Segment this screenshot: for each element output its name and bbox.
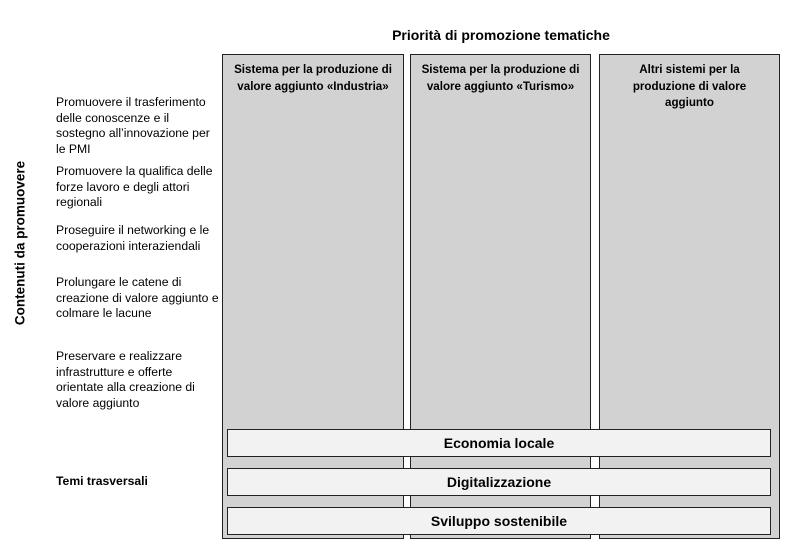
side-axis-title-text: Contenuti da promuovere	[12, 160, 28, 326]
row-label-value-chains: Prolungare le catene di creazione di valore aggiunto e colmare le lacune	[56, 275, 219, 320]
band-sviluppo-sostenibile: Sviluppo sostenibile	[227, 507, 771, 535]
column-header-turismo: Sistema per la produzione di valore aggiunto «Turismo»	[421, 63, 580, 93]
column-turismo	[410, 54, 591, 539]
cross-cutting-label: Temi trasversali	[56, 474, 148, 488]
column-industria	[222, 54, 404, 539]
column-header-altri-sistemi: Altri sistemi per la produzione di valore aggiunto	[632, 63, 747, 109]
row-label-infrastructure: Preservare e realizzare infrastrutture e offerte orientate alla creazione di valore aggiunto	[56, 349, 195, 410]
band-economia-locale: Economia locale	[227, 429, 771, 457]
column-header-industria: Sistema per la produzione di valore aggiunto «Industria»	[234, 63, 392, 93]
band-digitalizzazione: Digitalizzazione	[227, 468, 771, 496]
row-label-workforce-qualification: Promuovere la qualifica delle forze lavoro e degli attori regionali	[56, 164, 213, 209]
row-label-networking: Proseguire il networking e le cooperazioni interaziendali	[56, 223, 210, 253]
row-label-knowledge-transfer: Promuovere il trasferimento delle conoscenze e il sostegno all’innovazione per le PMI	[56, 95, 210, 156]
column-altri-sistemi	[599, 54, 780, 539]
chart-title: Priorità di promozione tematiche	[392, 27, 610, 43]
